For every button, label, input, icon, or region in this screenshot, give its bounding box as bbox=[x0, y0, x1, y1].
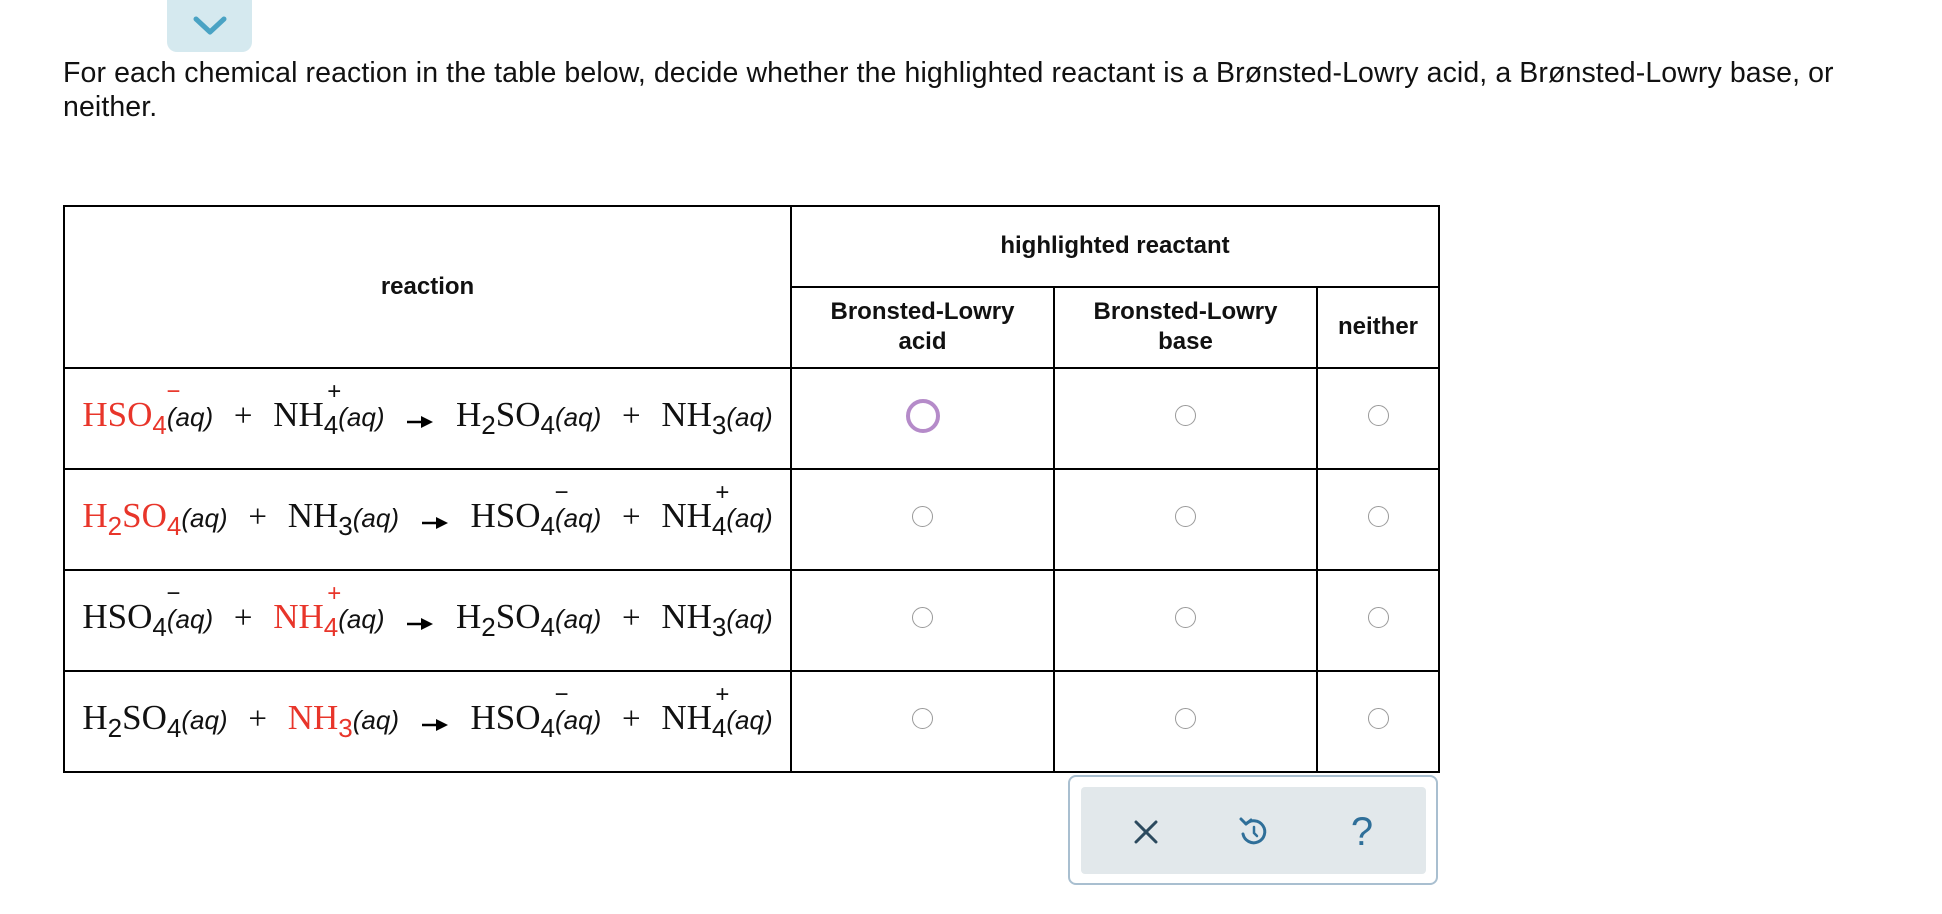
answer-toolbar bbox=[1068, 775, 1438, 885]
table-row bbox=[64, 368, 1439, 469]
species-hso4: $HSO_4$ − bbox=[82, 580, 181, 643]
base-radio[interactable] bbox=[1175, 607, 1196, 628]
neither-radio[interactable] bbox=[1368, 506, 1389, 527]
close-icon bbox=[1132, 818, 1160, 846]
arrow-icon bbox=[422, 499, 448, 539]
reaction-column-header: reaction bbox=[64, 206, 791, 368]
neither-option-cell bbox=[1317, 671, 1439, 772]
species-h2so4: $H_2SO_4$ bbox=[456, 395, 555, 441]
species-nh4: $NH_4$ + bbox=[661, 681, 730, 744]
undo-button[interactable] bbox=[1229, 807, 1279, 857]
neither-option-cell bbox=[1317, 469, 1439, 570]
species-nh3: $NH_3$ bbox=[661, 597, 727, 643]
arrow-icon bbox=[422, 701, 448, 741]
table-row bbox=[64, 671, 1439, 772]
species-nh3-highlighted: $NH_3$ bbox=[287, 698, 353, 744]
species-nh4-highlighted: $NH_4$ + bbox=[273, 580, 342, 643]
reaction-equation: $HSO_4$ − $(aq) + NH_4$ + (aq) $H_2SO_4(aq) + NH_3(aq)$ bbox=[64, 368, 791, 469]
clear-button[interactable] bbox=[1121, 807, 1171, 857]
acid-option-cell bbox=[791, 570, 1054, 671]
species-hso4-highlighted: $HSO_4$ − bbox=[82, 378, 181, 441]
species-hso4: $HSO_4$ − bbox=[470, 479, 569, 542]
undo-icon bbox=[1237, 815, 1271, 849]
neither-option-cell bbox=[1317, 570, 1439, 671]
chevron-down-icon bbox=[192, 15, 228, 37]
reaction-equation: $HSO_4$ − $(aq) + NH_4$ + (aq) $H_2SO_4(aq) + NH_3(aq)$ bbox=[64, 570, 791, 671]
species-nh3: $NH_3$ bbox=[661, 395, 727, 441]
base-option-cell bbox=[1054, 671, 1317, 772]
help-icon: ? bbox=[1350, 810, 1374, 854]
species-h2so4: $H_2SO_4$ bbox=[456, 597, 555, 643]
reaction-equation: $H_2SO_4(aq) + NH_3(aq)$ $HSO_4$ − $(aq) + NH_4$ + (aq) bbox=[64, 469, 791, 570]
arrow-icon bbox=[407, 600, 433, 640]
species-h2so4-highlighted: $H_2SO_4$ bbox=[82, 496, 182, 542]
neither-option-cell bbox=[1317, 368, 1439, 469]
reaction-equation: $H_2SO_4(aq) + NH_3(aq)$ $HSO_4$ − $(aq) + NH_4$ + (aq) bbox=[64, 671, 791, 772]
acid-option-cell bbox=[791, 469, 1054, 570]
acid-option-cell bbox=[791, 671, 1054, 772]
base-radio[interactable] bbox=[1175, 405, 1196, 426]
base-option-cell bbox=[1054, 368, 1317, 469]
acid-radio[interactable] bbox=[906, 399, 940, 433]
base-radio[interactable] bbox=[1175, 506, 1196, 527]
species-nh4: $NH_4$ + bbox=[661, 479, 730, 542]
help-button[interactable] bbox=[1337, 807, 1387, 857]
acid-radio[interactable] bbox=[912, 607, 933, 628]
neither-column-header: neither bbox=[1317, 287, 1439, 368]
arrow-icon bbox=[407, 398, 433, 438]
neither-radio[interactable] bbox=[1368, 708, 1389, 729]
question-prompt: For each chemical reaction in the table below, decide whether the highlighted reactant is a Brønsted-Lowry acid, a Brønsted-Lowry base, or neither. bbox=[63, 57, 1834, 123]
species-nh4: $NH_4$ + bbox=[273, 378, 342, 441]
collapse-button[interactable] bbox=[167, 0, 252, 52]
species-nh3: $NH_3$ bbox=[287, 496, 353, 542]
reaction-table bbox=[63, 205, 1440, 773]
acid-column-header: Bronsted-Lowry acid bbox=[791, 287, 1054, 368]
base-option-cell bbox=[1054, 570, 1317, 671]
acid-radio[interactable] bbox=[912, 708, 933, 729]
base-column-header: Bronsted-Lowry base bbox=[1054, 287, 1317, 368]
species-h2so4: $H_2SO_4$ bbox=[82, 698, 182, 744]
neither-radio[interactable] bbox=[1368, 607, 1389, 628]
toolbar-panel bbox=[1081, 787, 1426, 874]
table-row bbox=[64, 570, 1439, 671]
neither-radio[interactable] bbox=[1368, 405, 1389, 426]
table-row bbox=[64, 469, 1439, 570]
species-hso4: $HSO_4$ − bbox=[470, 681, 569, 744]
acid-option-cell bbox=[791, 368, 1054, 469]
highlighted-reactant-header: highlighted reactant bbox=[791, 206, 1439, 287]
acid-radio[interactable] bbox=[912, 506, 933, 527]
base-option-cell bbox=[1054, 469, 1317, 570]
base-radio[interactable] bbox=[1175, 708, 1196, 729]
